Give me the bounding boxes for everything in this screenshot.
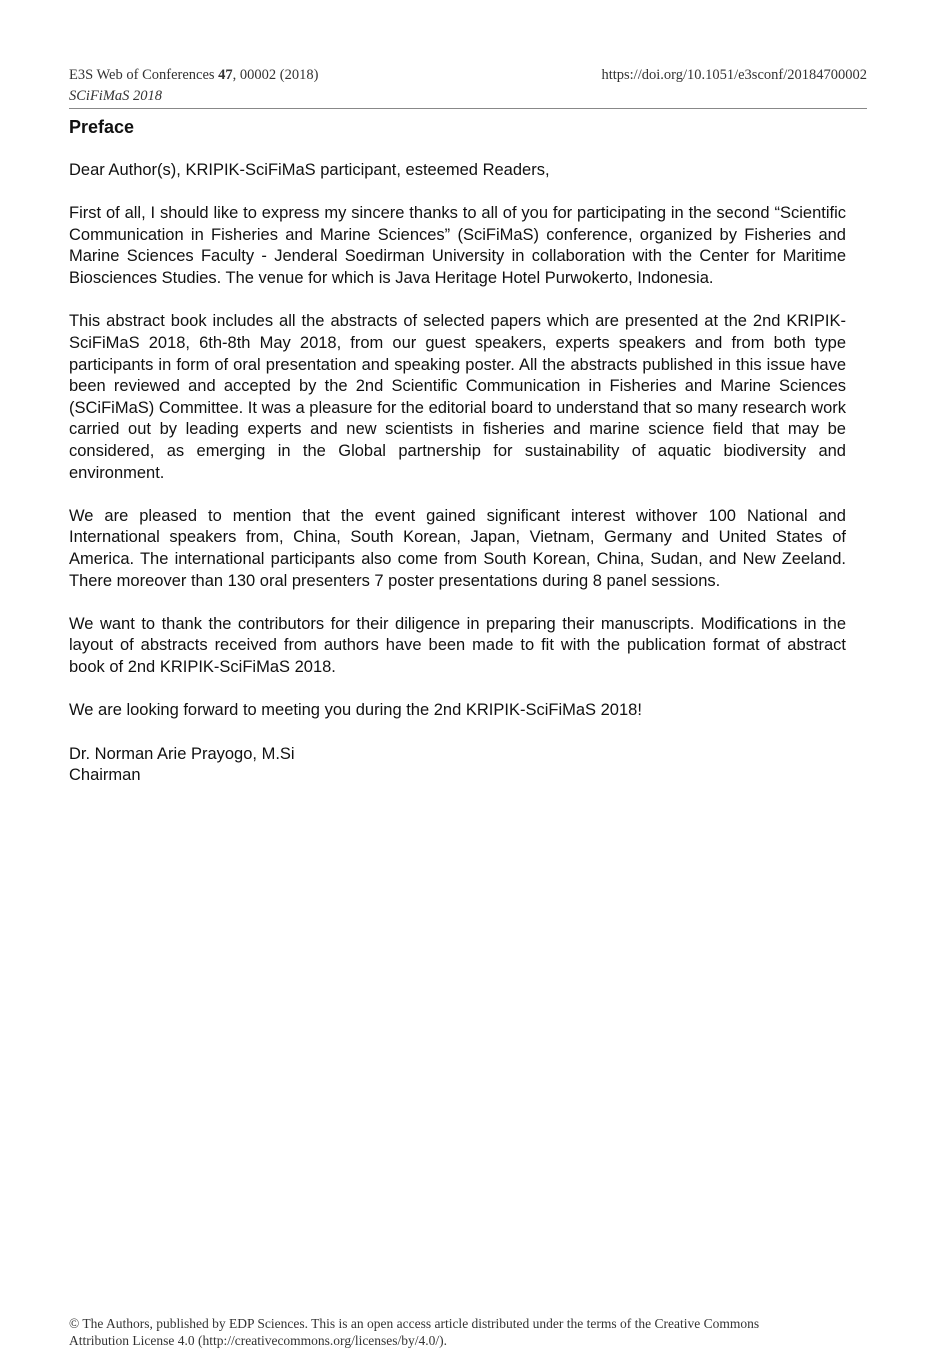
license-line-1: © The Authors, published by EDP Sciences. This is an open access article distributed under the terms of the Creative Commons [69, 1316, 760, 1331]
license-line-2: Attribution License 4.0 (http://creativecommons.org/licenses/by/4.0/). [69, 1333, 448, 1348]
paragraph-participation: We are pleased to mention that the event gained significant interest withover 100 National and International speakers from, China, South Korean, Japan, Vietnam, Germany and United States of America. The international participants also come from South Korean, China, Sudan, and New Zeeland. There moreover than 130 oral presenters 7 poster presentations during 8 panel sessions. [69, 506, 846, 590]
greeting: Dear Author(s), KRIPIK-SciFiMaS participant, esteemed Readers, [69, 161, 550, 179]
page-header [69, 66, 867, 105]
paragraph-thanks: We want to thank the contributors for their diligence in preparing their manuscripts. Modifications in the layout of abstracts received from authors have been made to fit with the publication format of abstract book of 2nd KRIPIK-SciFiMaS 2018. [69, 614, 846, 677]
header-divider [69, 108, 867, 109]
document-body [69, 116, 846, 787]
header-row [69, 66, 867, 84]
journal-citation [69, 66, 318, 84]
doi-link[interactable]: https://doi.org/10.1051/e3sconf/20184700002 [601, 67, 867, 83]
page-title: Preface [69, 117, 135, 137]
conference-name: SCiFiMaS 2018 [69, 88, 163, 104]
paragraph-abstract-book: This abstract book includes all the abstracts of selected papers which are presented at the 2nd KRIPIK-SciFiMaS 2018, 6th-8th May 2018, from our guest speakers, experts speakers and from both type participants in form of oral presentation and speaking poster. All the abstracts published in this issue have been reviewed and accepted by the 2nd Scientific Communication in Fisheries and Marine Sciences (SCiFiMaS) Committee. It was a pleasure for the editorial board to understand that so many research work carried out by leading experts and new scientists in fisheries and marine science field that may be considered, as emerging in the Global partnership for sustainability of aquatic biodiversity and environment. [69, 312, 846, 482]
license-footer [69, 1315, 869, 1349]
journal-volume: 47 [218, 67, 233, 83]
signature-name: Dr. Norman Arie Prayogo, M.Si [69, 744, 295, 763]
signature-role: Chairman [69, 766, 141, 785]
journal-name: E3S Web of Conferences [69, 67, 219, 83]
article-info: , 00002 (2018) [232, 67, 319, 83]
paragraph-closing: We are looking forward to meeting you during the 2nd KRIPIK-SciFiMaS 2018! [69, 701, 642, 720]
paragraph-intro: First of all, I should like to express my sincere thanks to all of you for participating in the second “Scientific Communication in Fisheries and Marine Sciences” (SciFiMaS) conference, organized by Fisheries and Marine Sciences Faculty - Jenderal Soedirman University in collaboration with the Center for Maritime Biosciences Studies. The venue for which is Java Heritage Hotel Purwokerto, Indonesia. [69, 204, 846, 288]
